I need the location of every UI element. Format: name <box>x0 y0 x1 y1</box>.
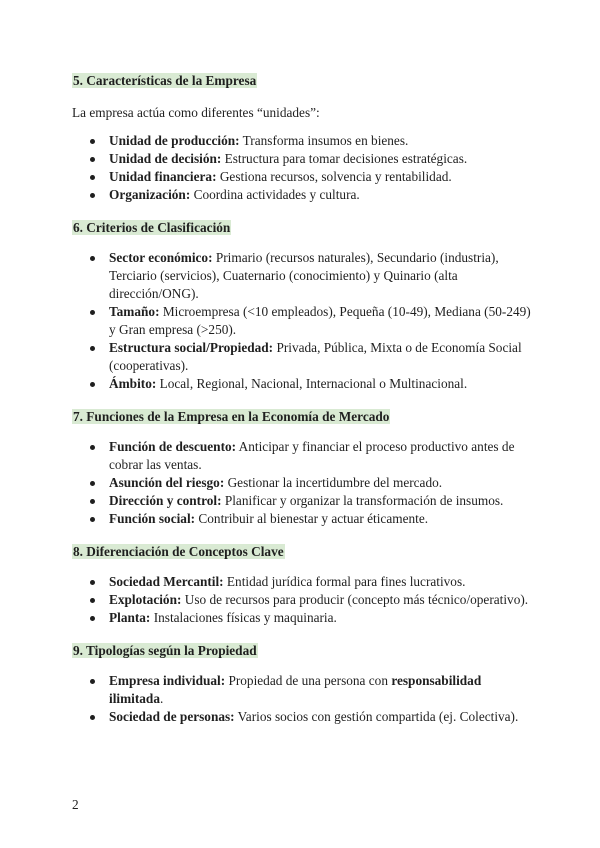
list-item: Dirección y control: Planificar y organizar la transformación de insumos. <box>72 492 532 510</box>
bullet-icon <box>90 679 95 684</box>
list-item: Organización: Coordina actividades y cultura. <box>72 186 532 204</box>
section-caracteristicas <box>72 72 532 204</box>
bullet-icon <box>90 256 95 261</box>
section-tipologias <box>72 642 532 726</box>
bullet-list <box>72 573 532 627</box>
list-item: Sector económico: Primario (recursos naturales), Secundario (industria), Terciario (servicios), Cuaternario (conocimiento) y Quinario (alta dirección/ONG). <box>72 249 532 303</box>
bullet-icon <box>90 157 95 162</box>
list-item: Sociedad de personas: Varios socios con gestión compartida (ej. Colectiva). <box>72 708 532 726</box>
list-item: Asunción del riesgo: Gestionar la incertidumbre del mercado. <box>72 474 532 492</box>
bullet-icon <box>90 310 95 315</box>
section-heading: 7. Funciones de la Empresa en la Economía de Mercado <box>73 409 390 424</box>
list-item: Sociedad Mercantil: Entidad jurídica formal para fines lucrativos. <box>72 573 532 591</box>
section-intro: La empresa actúa como diferentes “unidades”: <box>72 105 320 120</box>
list-item: Planta: Instalaciones físicas y maquinaria. <box>72 609 532 627</box>
list-item: Unidad financiera: Gestiona recursos, solvencia y rentabilidad. <box>72 168 532 186</box>
bullet-icon <box>90 346 95 351</box>
bullet-icon <box>90 715 95 720</box>
bullet-list <box>72 249 532 393</box>
section-criterios <box>72 219 532 393</box>
section-heading: 5. Características de la Empresa <box>73 73 257 88</box>
list-item: Explotación: Uso de recursos para producir (concepto más técnico/operativo). <box>72 591 532 609</box>
bullet-icon <box>90 382 95 387</box>
bullet-list <box>72 438 532 528</box>
document-page <box>72 62 532 726</box>
bullet-icon <box>90 598 95 603</box>
list-item: Unidad de producción: Transforma insumos en bienes. <box>72 132 532 150</box>
bullet-icon <box>90 499 95 504</box>
page-number: 2 <box>72 797 79 812</box>
list-item: Función de descuento: Anticipar y financiar el proceso productivo antes de cobrar las ventas. <box>72 438 532 474</box>
list-item: Estructura social/Propiedad: Privada, Pública, Mixta o de Economía Social (cooperativas). <box>72 339 532 375</box>
list-item: Ámbito: Local, Regional, Nacional, Internacional o Multinacional. <box>72 375 532 393</box>
section-conceptos <box>72 543 532 627</box>
bullet-icon <box>90 445 95 450</box>
bullet-icon <box>90 481 95 486</box>
list-item: Empresa individual: Propiedad de una persona con responsabilidad ilimitada. <box>72 672 532 708</box>
bullet-list <box>72 132 532 204</box>
bullet-icon <box>90 175 95 180</box>
bullet-icon <box>90 616 95 621</box>
section-heading: 8. Diferenciación de Conceptos Clave <box>73 544 284 559</box>
section-funciones <box>72 408 532 528</box>
list-item: Tamaño: Microempresa (<10 empleados), Pequeña (10-49), Mediana (50-249) y Gran empresa (>250). <box>72 303 532 339</box>
section-heading: 9. Tipologías según la Propiedad <box>73 643 257 658</box>
section-heading: 6. Criterios de Clasificación <box>73 220 231 235</box>
list-item: Función social: Contribuir al bienestar y actuar éticamente. <box>72 510 532 528</box>
list-item: Unidad de decisión: Estructura para tomar decisiones estratégicas. <box>72 150 532 168</box>
bullet-icon <box>90 139 95 144</box>
bullet-icon <box>90 517 95 522</box>
bullet-icon <box>90 580 95 585</box>
bullet-list <box>72 672 532 726</box>
bullet-icon <box>90 193 95 198</box>
